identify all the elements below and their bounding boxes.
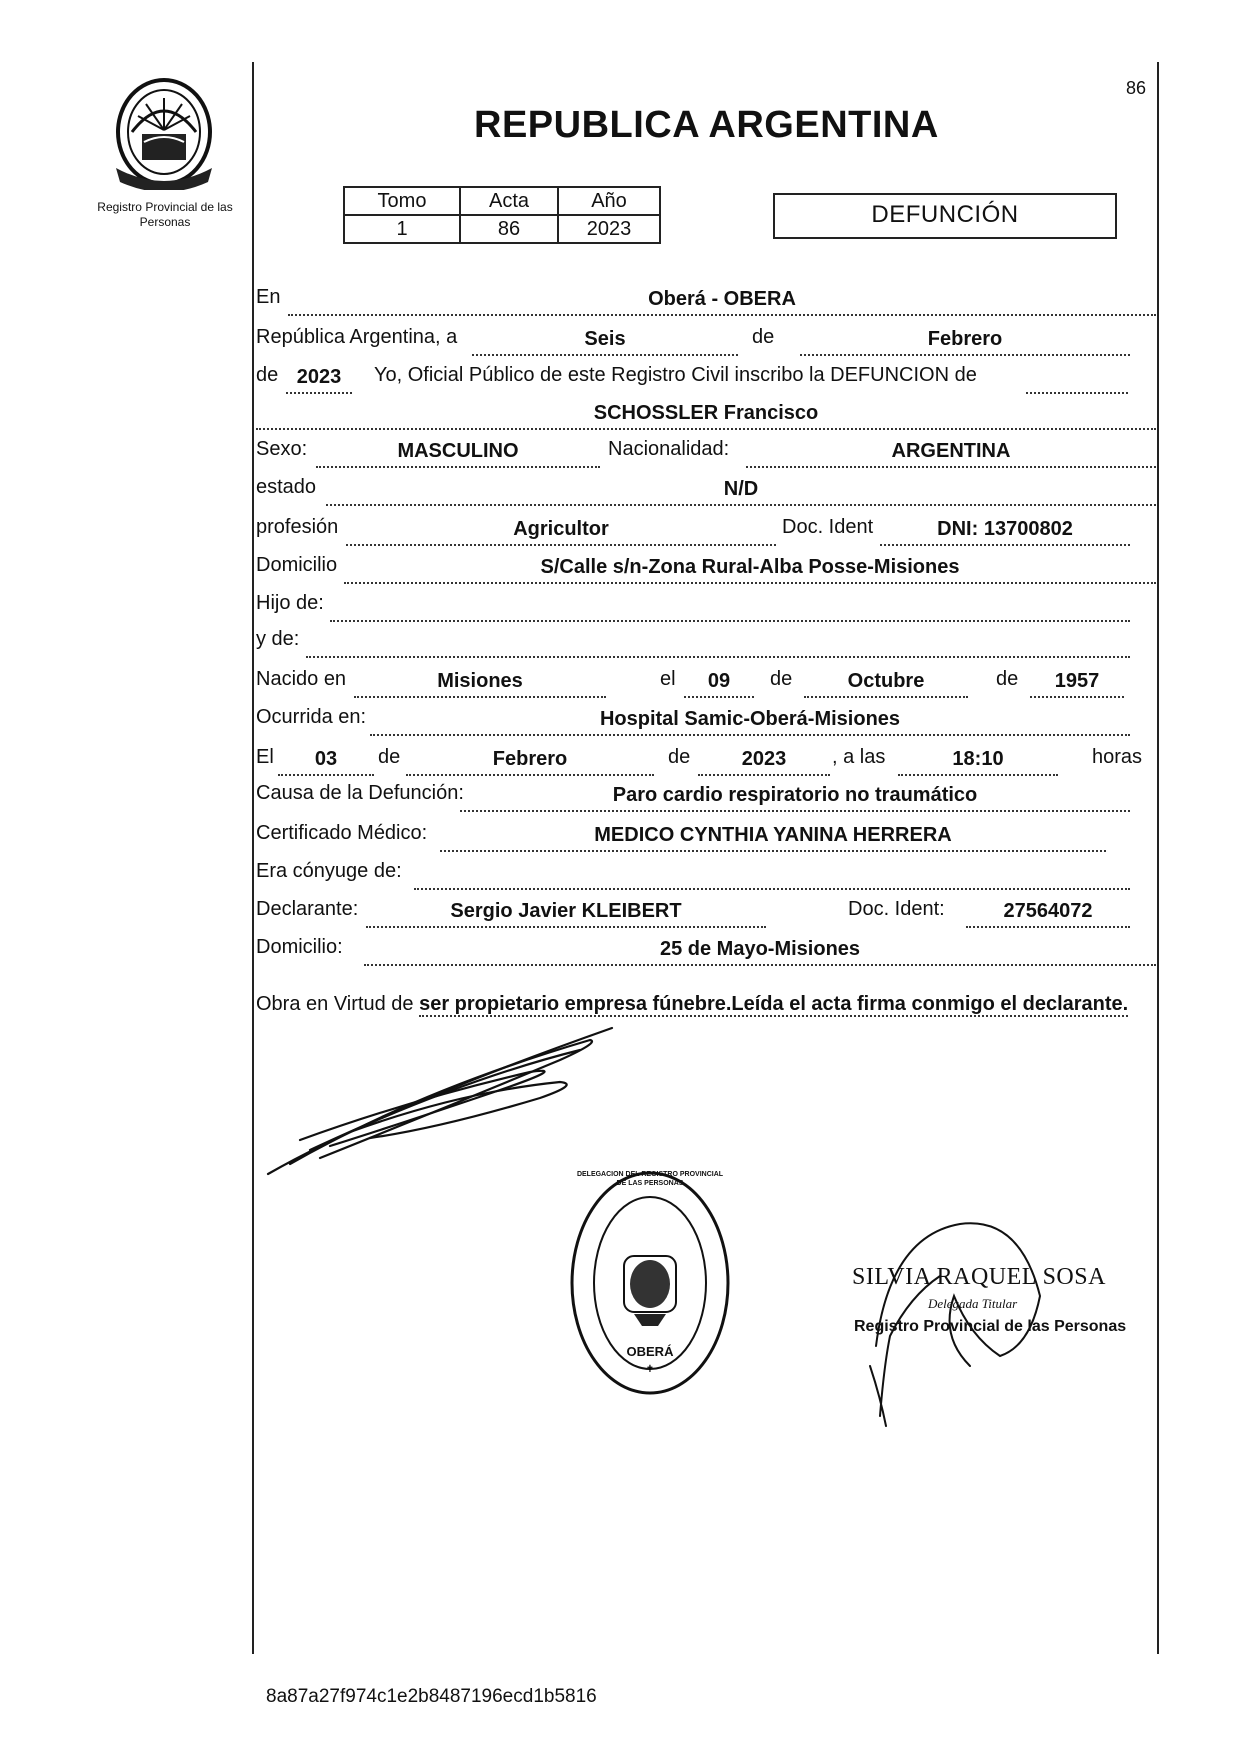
alas-label: , a las <box>832 746 886 768</box>
birth-month-value: Octubre <box>847 670 925 692</box>
declarante-value: Sergio Javier KLEIBERT <box>450 900 682 922</box>
doc-ident-field <box>880 518 1130 546</box>
acta-value: 86 <box>460 215 558 243</box>
row-death-date <box>256 742 1156 778</box>
seal-city: OBERÁ <box>626 1344 674 1359</box>
sexo-label: Sexo: <box>256 438 308 460</box>
row-certificado <box>256 818 1156 854</box>
profesion-label: profesión <box>256 516 339 538</box>
year-field <box>286 366 352 394</box>
birth-day-field <box>684 670 754 698</box>
day-value: Seis <box>584 328 626 350</box>
statement-text: Yo, Oficial Público de este Registro Civil inscribo la DEFUNCION de <box>374 364 977 386</box>
statement-trailing-dots <box>1026 366 1128 394</box>
causa-value: Paro cardio respiratorio no traumático <box>612 784 978 806</box>
registrar-name: SILVIA RAQUEL SOSA <box>852 1264 1106 1290</box>
estado-label: estado <box>256 476 317 498</box>
obra-value: ser propietario empresa fúnebre.Leída el acta firma conmigo el declarante. <box>419 993 1129 1015</box>
row-conyuge <box>256 856 1156 892</box>
sexo-field <box>316 440 600 468</box>
el-label: el <box>660 668 676 690</box>
row-name <box>256 396 1156 432</box>
official-seal <box>568 1168 732 1398</box>
row-nacido <box>256 664 1156 700</box>
obra-label: Obra en Virtud de <box>256 993 414 1015</box>
year-prefix-label: de <box>256 364 279 386</box>
de1-label: de <box>770 668 793 690</box>
row-profesion <box>256 512 1156 548</box>
province-emblem-icon <box>108 72 220 190</box>
domicilio2-field <box>364 938 1156 966</box>
deceased-name-field <box>256 402 1156 430</box>
place-value: Oberá - OBERA <box>648 288 796 310</box>
registry-label: Registro Provincial de las Personas <box>97 200 233 229</box>
nacionalidad-label: Nacionalidad: <box>608 438 730 460</box>
de3-label: de <box>378 746 401 768</box>
row-sex <box>256 434 1156 470</box>
birth-day-value: 09 <box>707 670 731 692</box>
tomo-value: 1 <box>344 215 460 243</box>
certificado-field <box>440 824 1106 852</box>
emblem-text <box>0 0 1 1</box>
horas-label: horas <box>1092 746 1143 768</box>
page-title: REPUBLICA ARGENTINA <box>474 104 939 146</box>
place-field <box>288 288 1156 316</box>
row-en <box>256 282 1156 318</box>
nacido-label: Nacido en <box>256 668 347 690</box>
causa-field <box>460 784 1130 812</box>
right-margin-line <box>1157 62 1159 1654</box>
sexo-value: MASCULINO <box>397 440 519 462</box>
ocurrida-value: Hospital Samic-Oberá-Misiones <box>599 708 901 730</box>
profesion-field <box>346 518 776 546</box>
declarante-field <box>366 900 766 928</box>
yde-field <box>306 630 1130 658</box>
svg-text:✝: ✝ <box>645 1364 655 1375</box>
month-field <box>800 328 1130 356</box>
death-time-value: 18:10 <box>952 748 1004 770</box>
anio-header: Año <box>558 187 660 215</box>
ocurrida-field <box>370 708 1130 736</box>
anio-value: 2023 <box>558 215 660 243</box>
nacido-value: Misiones <box>437 670 523 692</box>
death-month-value: Febrero <box>492 748 568 770</box>
row-statement <box>256 360 1156 396</box>
row-hijo <box>256 588 1156 624</box>
nacionalidad-value: ARGENTINA <box>891 440 1011 462</box>
row-ocurrida <box>256 702 1156 738</box>
deceased-name: SCHOSSLER Francisco <box>593 402 819 424</box>
domicilio-field <box>344 556 1156 584</box>
de-label: de <box>752 326 775 348</box>
row-yde <box>256 624 1156 660</box>
republic-label: República Argentina, a <box>256 326 458 348</box>
birth-year-field <box>1030 670 1124 698</box>
row-estado <box>256 472 1156 508</box>
conyuge-label: Era cónyuge de: <box>256 860 402 882</box>
de4-label: de <box>668 746 691 768</box>
estado-value: N/D <box>723 478 759 500</box>
row-causa <box>256 778 1156 814</box>
death-time-field <box>898 748 1058 776</box>
record-table <box>343 186 661 244</box>
birth-year-value: 1957 <box>1054 670 1100 692</box>
seal-ring-text: DELEGACION DEL REGISTRO PROVINCIAL DE LAS PERSONAS <box>576 1171 724 1187</box>
document-hash: 8a87a27f974c1e2b8487196ecd1b5816 <box>266 1686 597 1707</box>
el2-label: El <box>256 746 274 768</box>
day-field <box>472 328 738 356</box>
birth-month-field <box>804 670 968 698</box>
acta-header: Acta <box>460 187 558 215</box>
doc-ident-label: Doc. Ident <box>782 516 874 538</box>
en-label: En <box>256 286 281 308</box>
estado-field <box>326 478 1156 506</box>
year-value: 2023 <box>296 366 342 388</box>
nacionalidad-field <box>746 440 1156 468</box>
domicilio2-value: 25 de Mayo-Misiones <box>659 938 861 960</box>
death-year-field <box>698 748 830 776</box>
de2-label: de <box>996 668 1019 690</box>
declarant-signature <box>260 1020 620 1180</box>
registrar-office: Registro Provincial de las Personas <box>854 1318 1127 1335</box>
yde-label: y de: <box>256 628 300 650</box>
declarante-label: Declarante: <box>256 898 359 920</box>
causa-label: Causa de la Defunción: <box>256 782 464 804</box>
conyuge-field <box>414 862 1130 890</box>
profesion-value: Agricultor <box>513 518 609 540</box>
death-day-value: 03 <box>314 748 338 770</box>
record-type-box: DEFUNCIÓN <box>773 193 1117 239</box>
doc-ident-value: DNI: 13700802 <box>937 518 1073 540</box>
hijo-field <box>330 594 1130 622</box>
ocurrida-label: Ocurrida en: <box>256 706 367 728</box>
death-day-field <box>278 748 374 776</box>
month-value: Febrero <box>927 328 1003 350</box>
page-number: 86 <box>1126 78 1147 98</box>
certificado-value: MEDICO CYNTHIA YANINA HERRERA <box>594 824 952 846</box>
tomo-header: Tomo <box>344 187 460 215</box>
death-month-field <box>406 748 654 776</box>
hijo-label: Hijo de: <box>256 592 324 614</box>
obra-paragraph <box>256 990 1156 1018</box>
left-margin-line <box>252 62 254 1654</box>
death-year-value: 2023 <box>741 748 787 770</box>
domicilio2-label: Domicilio: <box>256 936 343 958</box>
doc2-field <box>966 900 1130 928</box>
doc2-value: 27564072 <box>1003 900 1093 922</box>
certificado-label: Certificado Médico: <box>256 822 428 844</box>
registrar-role: Delegada Titular <box>928 1296 1018 1311</box>
row-domicilio2 <box>256 932 1156 968</box>
row-declarante <box>256 894 1156 930</box>
doc2-label: Doc. Ident: <box>848 898 945 920</box>
nacido-field <box>354 670 606 698</box>
domicilio-label: Domicilio <box>256 554 338 576</box>
row-date <box>256 322 1156 358</box>
domicilio-value: S/Calle s/n-Zona Rural-Alba Posse-Misiones <box>540 556 960 578</box>
row-domicilio <box>256 550 1156 586</box>
